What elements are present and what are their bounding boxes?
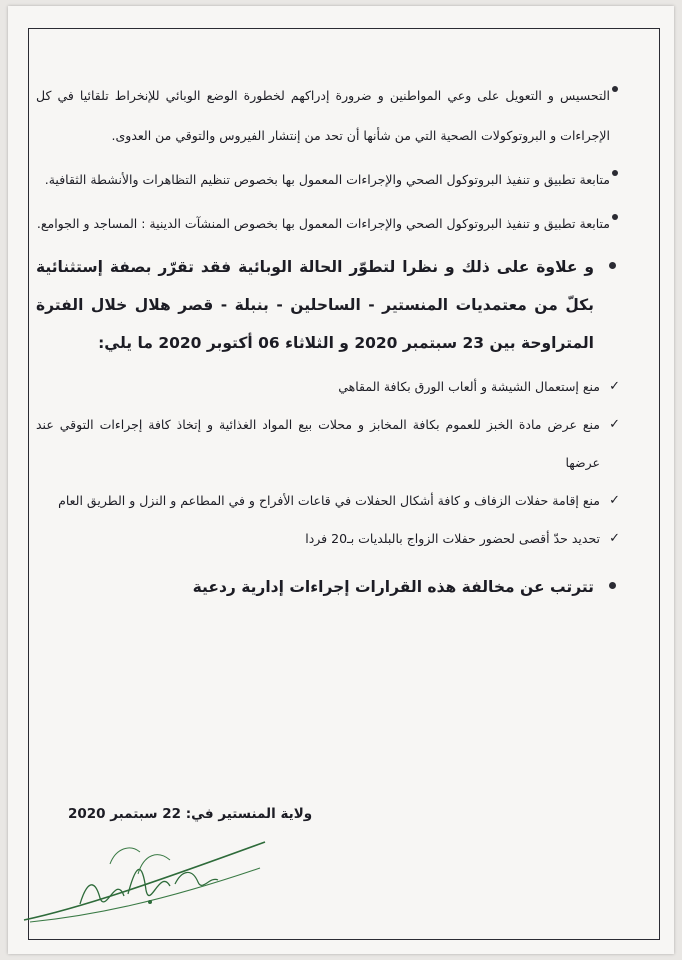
- decision-intro: و علاوة على ذلك و نظرا لتطوّر الحالة الوبائية فقد تقرّر بصفة إستثنائية بكلّ من معتمديات المنستير - الساحلين - بنبلة - قصر هلال خلال الفترة المتراوحة بين 23 سبتمبر 2020 و الثلاثاء 06 أكتوبر 2020 ما يلي:: [36, 248, 622, 362]
- document-body: [36, 76, 622, 606]
- measure-item: ✓ منع إستعمال الشيشة و ألعاب الورق بكافة المقاهي: [36, 368, 622, 406]
- check-icon: ✓: [609, 531, 620, 546]
- check-icon: ✓: [609, 379, 620, 394]
- measure-item: ✓ تحديد حدّ أقصى لحضور حفلات الزواج بالبلديات بـ20 فردا: [36, 520, 622, 558]
- check-icon: ✓: [609, 417, 620, 432]
- bullet-awareness: التحسيس و التعويل على وعي المواطنين و ضرورة إدراكهم لخطورة الوضع الوبائي للإنخراط تلقائيا في كل الإجراءات و البروتوكولات الصحية التي من شأنها أن تحد من إنتشار الفيروس والتوقي من العدوى.: [36, 76, 622, 156]
- bullet-cultural-events: متابعة تطبيق و تنفيذ البروتوكول الصحي والإجراءات المعمول بها بخصوص تنظيم التظاهرات والأنشطة الثقافية.: [36, 160, 622, 200]
- measure-item: ✓ منع عرض مادة الخبز للعموم بكافة المخابز و محلات بيع المواد الغذائية و إتخاذ كافة إجراءات التوقي عند عرضها: [36, 406, 622, 482]
- bullet-religious-sites: متابعة تطبيق و تنفيذ البروتوكول الصحي والإجراءات المعمول بها بخصوص المنشآت الدينية : المساجد و الجوامع.: [36, 204, 622, 244]
- measures-list: [36, 368, 622, 558]
- closing-statement: تترتب عن مخالفة هذه القرارات إجراءات إدارية ردعية: [36, 568, 622, 606]
- date-place-line: ولاية المنستير في: 22 سبتمبر 2020: [68, 806, 313, 822]
- check-icon: ✓: [609, 493, 620, 508]
- handwritten-signature: [20, 824, 270, 934]
- measure-item: ✓ منع إقامة حفلات الزفاف و كافة أشكال الحفلات في قاعات الأفراح و في المطاعم و النزل و الطريق العام: [36, 482, 622, 520]
- document-sheet: [8, 6, 674, 954]
